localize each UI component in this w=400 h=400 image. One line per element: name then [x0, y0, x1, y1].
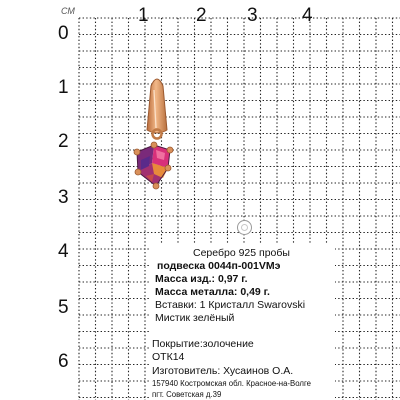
ruler-left-5: 5 [58, 297, 69, 318]
ruler-left-3: 3 [58, 187, 69, 208]
ruler-top-3: 3 [247, 5, 258, 26]
tag-line-address-1: 157940 Костромская обл. Красное-на-Волге [152, 379, 311, 388]
ruler-top-2: 2 [196, 5, 207, 26]
tag-line-metal: Серебро 925 пробы [193, 247, 290, 259]
tag-line-item-weight: Масса изд.: 0,97 г. [155, 273, 248, 285]
tag-line-color: Мистик зелёный [155, 312, 235, 324]
tag-line-inserts: Вставки: 1 Кристалл Swarovski [155, 299, 306, 311]
ruler-left-2: 2 [58, 131, 69, 152]
ruler-unit-label: СМ [61, 6, 75, 16]
ruler-left-1: 1 [58, 77, 69, 98]
ruler-top-4: 4 [302, 5, 313, 26]
ruler-top-1: 1 [138, 5, 149, 26]
tag-line-metal-weight: Масса металла: 0,49 г. [155, 286, 270, 298]
ruler-left-4: 4 [58, 241, 69, 262]
ruler-top-0: 0 [58, 23, 69, 44]
tag-line-address-2: пгт. Советская д.39 [152, 390, 222, 399]
tag-line-qc: ОТК14 [152, 351, 185, 363]
pendant-bail [147, 79, 167, 139]
ruler-left-6: 6 [58, 351, 69, 372]
tag-line-maker: Изготовитель: Хусаинов О.А. [152, 365, 294, 377]
tag-hole [237, 220, 252, 235]
crystal-cube [137, 145, 170, 186]
tag-line-coating: Покрытие:золочение [152, 338, 254, 350]
tag-line-article: подвеска 0044п-001VMэ [157, 260, 281, 272]
